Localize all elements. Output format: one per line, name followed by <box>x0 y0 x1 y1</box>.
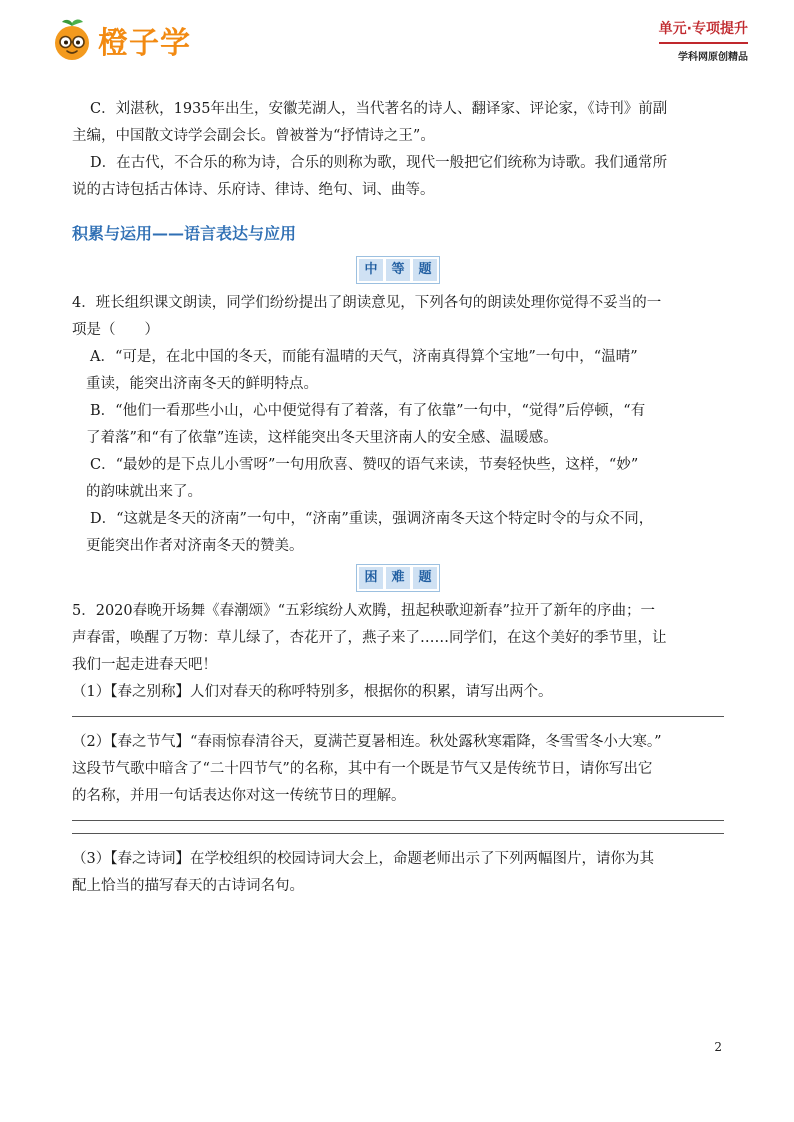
answer-line[interactable] <box>72 820 724 821</box>
answer-line[interactable] <box>72 833 724 834</box>
badge-char: 等 <box>386 259 410 281</box>
series-title: 单元·专项提升 <box>659 18 748 44</box>
question-5-stem-1: 5．2020春晚开场舞《春潮颂》“五彩缤纷人欢腾，扭起秧歌迎新春”拉开了新年的序曲；一 <box>72 603 655 619</box>
badge-char: 中 <box>359 259 383 281</box>
q4-option-b-1: B．“他们一看那些小山，心中便觉得有了着落，有了依靠”一句中，“觉得”后停顿，“有 <box>90 403 646 419</box>
q5-part-2-line-1: （2）【春之节气】“春雨惊春清谷天，夏满芒夏暑相连。秋处露秋寒霜降，冬雪雪冬小大寒。” <box>72 734 662 750</box>
option-c-line-1: C．刘湛秋，1935年出生，安徽芜湖人，当代著名的诗人、翻译家、评论家，《诗刊》前副 <box>90 101 668 117</box>
q5-part-2-line-3: 的名称，并用一句话表达你对这一传统节日的理解。 <box>72 788 406 804</box>
q4-option-a-1: A．“可是，在北中国的冬天，而能有温晴的天气，济南真得算个宝地”一句中，“温晴” <box>90 349 638 365</box>
option-c-line-2: 主编，中国散文诗学会副会长。曾被誉为“抒情诗之王”。 <box>72 128 435 144</box>
badge-char: 题 <box>413 567 437 589</box>
question-5-stem-3: 我们一起走进春天吧！ <box>72 657 217 673</box>
answer-line[interactable] <box>72 716 724 717</box>
q4-option-c-2: 的韵味就出来了。 <box>86 484 202 500</box>
brand-name: 橙子学 <box>98 26 191 61</box>
q5-part-1: （1）【春之别称】人们对春天的称呼特别多，根据你的积累，请写出两个。 <box>72 684 553 700</box>
q5-part-3-line-2: 配上恰当的描写春天的古诗词名句。 <box>72 878 304 894</box>
series-subtitle: 学科网原创精品 <box>678 52 748 63</box>
brand-logo <box>50 18 191 62</box>
badge-char: 题 <box>413 259 437 281</box>
question-5-stem-2: 声春雷，唤醒了万物：草儿绿了，杏花开了，燕子来了……同学们，在这个美好的季节里，让 <box>72 630 667 646</box>
orange-mascot-icon <box>50 18 94 62</box>
difficulty-badge-medium <box>72 256 724 284</box>
badge-char: 困 <box>359 567 383 589</box>
page-header <box>0 0 794 78</box>
q4-option-d-2: 更能突出作者对济南冬天的赞美。 <box>86 538 304 554</box>
page-number: 2 <box>714 1040 722 1054</box>
difficulty-badge-hard <box>72 564 724 592</box>
page-content <box>72 96 724 900</box>
q5-part-3-line-1: （3）【春之诗词】在学校组织的校园诗词大会上，命题老师出示了下列两幅图片，请你为其 <box>72 851 654 867</box>
option-d-line-1: D．在古代，不合乐的称为诗，合乐的则称为歌，现代一般把它们统称为诗歌。我们通常所 <box>90 155 668 171</box>
option-d-line-2: 说的古诗包括古体诗、乐府诗、律诗、绝句、词、曲等。 <box>72 182 435 198</box>
badge-char: 难 <box>386 567 410 589</box>
q4-option-a-2: 重读，能突出济南冬天的鲜明特点。 <box>86 376 318 392</box>
header-series <box>659 18 748 63</box>
question-4-stem-1: 4．班长组织课文朗读，同学们纷纷提出了朗读意见，下列各句的朗读处理你觉得不妥当的一 <box>72 295 662 311</box>
q4-option-d-1: D．“这就是冬天的济南”一句中，“济南”重读，强调济南冬天这个特定时令的与众不同， <box>90 511 654 527</box>
question-4-stem-2: 项是（ ） <box>72 322 159 338</box>
q4-option-c-1: C．“最妙的是下点儿小雪呀”一句用欣喜、赞叹的语气来读，节奏轻快些，这样，“妙” <box>90 457 639 473</box>
q5-part-2-line-2: 这段节气歌中暗含了“二十四节气”的名称，其中有一个既是节气又是传统节日，请你写出它 <box>72 761 653 777</box>
q4-option-b-2: 了着落”和“有了依靠”连读，这样能突出冬天里济南人的安全感、温暖感。 <box>86 430 558 446</box>
section-heading: 积累与运用——语言表达与应用 <box>72 224 297 243</box>
